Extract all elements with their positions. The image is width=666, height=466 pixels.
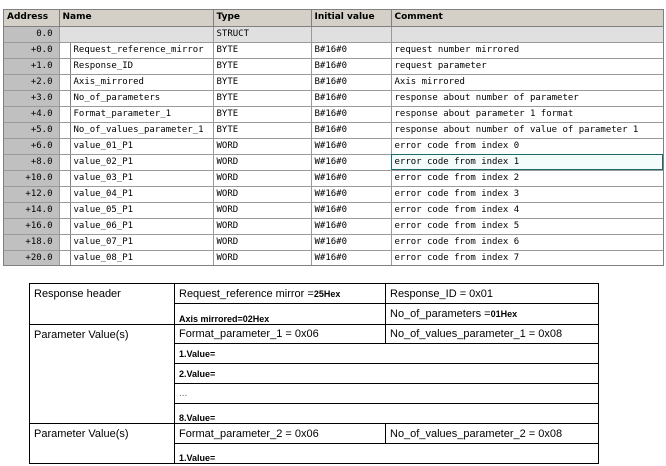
comment-cell[interactable]: error code from index 0 [391, 138, 663, 154]
type-cell[interactable]: WORD [213, 154, 311, 170]
type-cell[interactable]: BYTE [213, 42, 311, 58]
no-of-values-parameter-1-cell: No_of_values_parameter_1 = 0x08 [386, 325, 599, 344]
name-cell-text: value_02_P1 [70, 155, 210, 170]
parameter-1-value-2: 2.Value= [175, 364, 599, 384]
initial-value-cell[interactable]: W#16#0 [311, 154, 391, 170]
initial-value-cell[interactable] [311, 26, 391, 42]
comment-cell[interactable]: request parameter [391, 58, 663, 74]
name-cell-text: value_03_P1 [70, 171, 210, 186]
declaration-row[interactable] [4, 186, 663, 202]
declaration-table [3, 9, 664, 266]
type-cell[interactable]: WORD [213, 170, 311, 186]
initial-value-cell[interactable]: B#16#0 [311, 122, 391, 138]
declaration-rows [4, 26, 663, 266]
parameter-2-format-row [30, 424, 599, 444]
name-cell[interactable] [59, 26, 213, 42]
declaration-row[interactable] [4, 58, 663, 74]
declaration-row[interactable] [4, 138, 663, 154]
initial-value-cell[interactable]: B#16#0 [311, 74, 391, 90]
name-cell-text: value_01_P1 [70, 139, 210, 154]
request-reference-text: Request_reference mirror = [179, 287, 314, 300]
name-cell[interactable] [59, 122, 213, 138]
address-cell[interactable]: +2.0 [4, 74, 59, 90]
name-cell[interactable] [59, 74, 213, 90]
declaration-row[interactable] [4, 250, 663, 266]
name-cell-text: Format_parameter_1 [70, 107, 210, 122]
request-reference-cell [175, 284, 386, 304]
name-cell[interactable] [59, 170, 213, 186]
declaration-row[interactable] [4, 122, 663, 138]
comment-cell[interactable]: Axis mirrored [391, 74, 663, 90]
comment-cell[interactable]: response about parameter 1 format [391, 106, 663, 122]
address-cell[interactable]: +0.0 [4, 42, 59, 58]
comment-cell[interactable]: response about number of value of parameter 1 [391, 122, 663, 138]
name-cell[interactable] [59, 90, 213, 106]
initial-value-cell[interactable]: B#16#0 [311, 42, 391, 58]
name-cell[interactable] [59, 106, 213, 122]
no-of-values-parameter-2-cell: No_of_values_parameter_2 = 0x08 [386, 424, 599, 444]
comment-cell[interactable]: response about number of parameter [391, 90, 663, 106]
type-cell[interactable]: BYTE [213, 122, 311, 138]
declaration-row[interactable] [4, 234, 663, 250]
address-cell[interactable]: +12.0 [4, 186, 59, 202]
column-header-comment[interactable]: Comment [391, 10, 663, 26]
column-header-type[interactable]: Type [213, 10, 311, 26]
type-cell[interactable]: WORD [213, 202, 311, 218]
type-cell[interactable]: WORD [213, 218, 311, 234]
declaration-header-row [4, 10, 663, 26]
initial-value-cell[interactable]: W#16#0 [311, 202, 391, 218]
comment-cell[interactable]: error code from index 1 [391, 154, 663, 170]
address-cell[interactable]: +6.0 [4, 138, 59, 154]
comment-cell[interactable] [391, 26, 663, 42]
address-cell[interactable]: +4.0 [4, 106, 59, 122]
declaration-row[interactable] [4, 170, 663, 186]
initial-value-cell[interactable]: W#16#0 [311, 234, 391, 250]
comment-cell[interactable]: error code from index 4 [391, 202, 663, 218]
name-cell-text: value_08_P1 [70, 251, 210, 266]
parameter-1-value-1: 1.Value= [175, 344, 599, 364]
address-cell[interactable]: 0.0 [4, 26, 59, 42]
address-cell[interactable]: +1.0 [4, 58, 59, 74]
initial-value-cell[interactable]: B#16#0 [311, 106, 391, 122]
parameter-2-value-1: 1.Value= [175, 444, 599, 464]
declaration-row[interactable] [4, 106, 663, 122]
comment-cell[interactable]: error code from index 3 [391, 186, 663, 202]
parameter-1-format-row [30, 325, 599, 344]
declaration-row[interactable] [4, 26, 663, 42]
response-header-row-1 [30, 284, 599, 304]
address-cell[interactable]: +10.0 [4, 170, 59, 186]
address-cell[interactable]: +14.0 [4, 202, 59, 218]
type-cell[interactable]: BYTE [213, 58, 311, 74]
request-reference-value: 25Hex [313, 288, 341, 299]
format-parameter-1-cell: Format_parameter_1 = 0x06 [175, 325, 386, 344]
declaration-row[interactable] [4, 90, 663, 106]
name-cell-text: value_06_P1 [70, 219, 210, 234]
name-cell[interactable] [59, 234, 213, 250]
name-cell-text: No_of_values_parameter_1 [70, 123, 210, 138]
declaration-row[interactable] [4, 154, 663, 170]
name-cell[interactable] [59, 42, 213, 58]
type-cell[interactable]: BYTE [213, 74, 311, 90]
no-of-parameters-value: 01Hex [490, 309, 518, 319]
name-cell[interactable] [59, 186, 213, 202]
name-cell-text: Axis_mirrored [70, 75, 210, 90]
address-cell[interactable]: +8.0 [4, 154, 59, 170]
initial-value-cell[interactable]: W#16#0 [311, 218, 391, 234]
type-cell[interactable]: STRUCT [213, 26, 311, 42]
name-cell-text: value_05_P1 [70, 203, 210, 218]
initial-value-cell[interactable]: B#16#0 [311, 90, 391, 106]
name-cell[interactable] [59, 138, 213, 154]
initial-value-cell[interactable]: W#16#0 [311, 138, 391, 154]
declaration-row[interactable] [4, 74, 663, 90]
type-cell[interactable]: WORD [213, 186, 311, 202]
comment-cell[interactable]: error code from index 6 [391, 234, 663, 250]
name-cell-text: value_07_P1 [70, 235, 210, 250]
declaration-row[interactable] [4, 42, 663, 58]
no-of-parameters-cell [386, 304, 599, 325]
declaration-row[interactable] [4, 218, 663, 234]
comment-cell[interactable]: error code from index 2 [391, 170, 663, 186]
column-header-name[interactable]: Name [59, 10, 213, 26]
name-cell[interactable] [59, 202, 213, 218]
initial-value-cell[interactable]: B#16#0 [311, 58, 391, 74]
name-cell[interactable] [59, 58, 213, 74]
comment-cell[interactable]: error code from index 7 [391, 250, 663, 266]
column-header-initial-value[interactable]: Initial value [311, 10, 391, 26]
address-cell[interactable]: +3.0 [4, 90, 59, 106]
type-cell[interactable]: WORD [213, 138, 311, 154]
name-cell[interactable] [59, 154, 213, 170]
type-cell[interactable]: WORD [213, 250, 311, 266]
address-cell[interactable]: +16.0 [4, 218, 59, 234]
comment-cell[interactable]: error code from index 5 [391, 218, 663, 234]
parameter-1-ellipsis: ... [175, 384, 599, 404]
parameter-2-label: Parameter Value(s) [30, 424, 175, 464]
type-cell[interactable]: WORD [213, 234, 311, 250]
response-header-label: Response header [30, 284, 175, 325]
name-cell[interactable] [59, 250, 213, 266]
declaration-row[interactable] [4, 202, 663, 218]
name-cell-text: Response_ID [70, 59, 210, 74]
no-of-parameters-text: No_of_parameters = [390, 308, 491, 320]
initial-value-cell[interactable]: W#16#0 [311, 186, 391, 202]
parameter-1-label: Parameter Value(s) [30, 325, 175, 424]
column-header-address[interactable]: Address [4, 10, 59, 26]
type-cell[interactable]: BYTE [213, 90, 311, 106]
name-cell[interactable] [59, 218, 213, 234]
address-cell[interactable]: +18.0 [4, 234, 59, 250]
name-cell-text: Request_reference_mirror [70, 43, 210, 58]
parameter-1-value-8: 8.Value= [175, 404, 599, 424]
format-parameter-2-cell: Format_parameter_2 = 0x06 [175, 424, 386, 444]
response-telegram-table [29, 283, 599, 464]
initial-value-cell[interactable]: W#16#0 [311, 250, 391, 266]
response-id-cell: Response_ID = 0x01 [386, 284, 599, 304]
name-cell-text: value_04_P1 [70, 187, 210, 202]
name-cell-text: No_of_parameters [70, 91, 210, 106]
type-cell[interactable]: BYTE [213, 106, 311, 122]
comment-cell[interactable]: request number mirrored [391, 42, 663, 58]
address-cell[interactable]: +5.0 [4, 122, 59, 138]
address-cell[interactable]: +20.0 [4, 250, 59, 266]
initial-value-cell[interactable]: W#16#0 [311, 170, 391, 186]
axis-mirrored-cell: Axis mirrored=02Hex [175, 304, 386, 325]
